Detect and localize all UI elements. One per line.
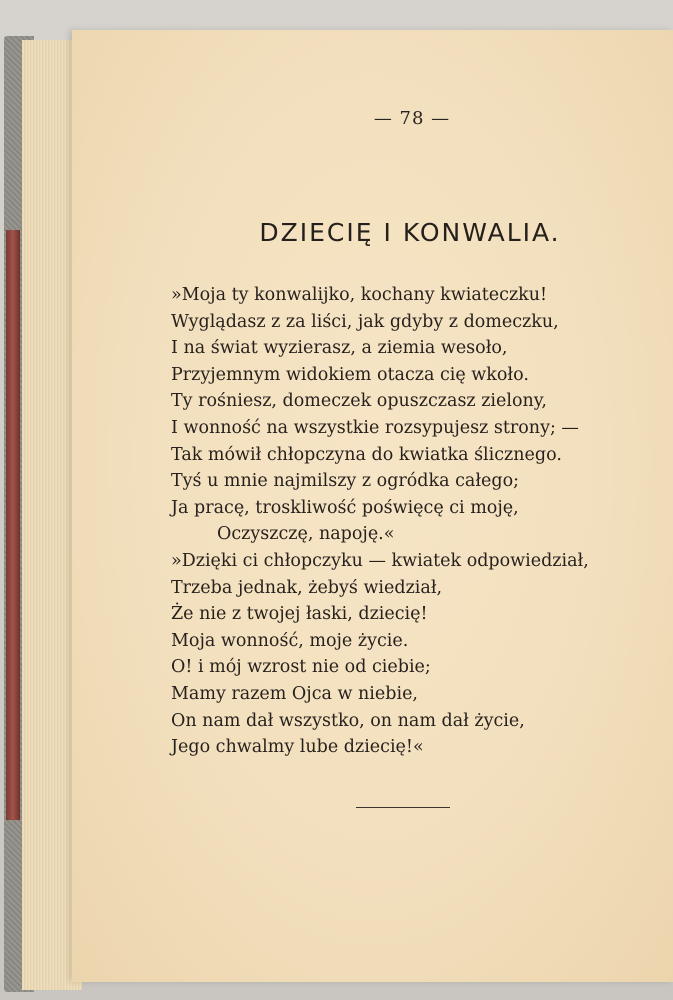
poem-line: On nam dał wszystko, on nam dał życie, (171, 710, 525, 731)
poem-line: Jego chwalmy lube dziecię!« (171, 737, 424, 758)
poem-line: Moja wonność, moje życie. (171, 630, 409, 651)
poem-line: Ty rośniesz, domeczek opuszczasz zielony, (171, 391, 547, 412)
poem-line: Mamy razem Ojca w niebie, (171, 683, 418, 704)
poem-title: DZIECIĘ I KONWALIA. (259, 218, 561, 247)
poem-body (171, 282, 641, 761)
poem-line: I na świat wyzierasz, a ziemia wesoło, (171, 338, 508, 359)
poem-line: Wyglądasz z za liści, jak gdyby z domeczku, (171, 311, 559, 332)
poem-line: »Moja ty konwalijko, kochany kwiateczku! (171, 285, 548, 305)
poem-line: O! i mój wzrost nie od ciebie; (171, 657, 431, 678)
poem-line: Oczyszczę, napoję.« (217, 524, 395, 545)
closing-rule (356, 807, 450, 808)
poem-line: Tak mówił chłopczyna do kwiatka ślicznego. (171, 444, 562, 465)
poem-line: »Dzięki ci chłopczyku — kwiatek odpowiedział, (171, 550, 589, 571)
page-number: — 78 — (373, 108, 451, 129)
poem-line: Tyś u mnie najmilszy z ogródka całego; (171, 471, 520, 492)
poem-line: Przyjemnym widokiem otacza cię wkoło. (171, 364, 529, 385)
book-cover-red-edge (6, 230, 20, 820)
poem-line: I wonność na wszystkie rozsypujesz strony; — (171, 417, 579, 438)
poem-line: Ja pracę, troskliwość poświęcę ci moję, (171, 497, 519, 518)
poem-line: Że nie z twojej łaski, dziecię! (171, 604, 428, 625)
poem-line: Trzeba jednak, żebyś wiedział, (171, 577, 443, 598)
